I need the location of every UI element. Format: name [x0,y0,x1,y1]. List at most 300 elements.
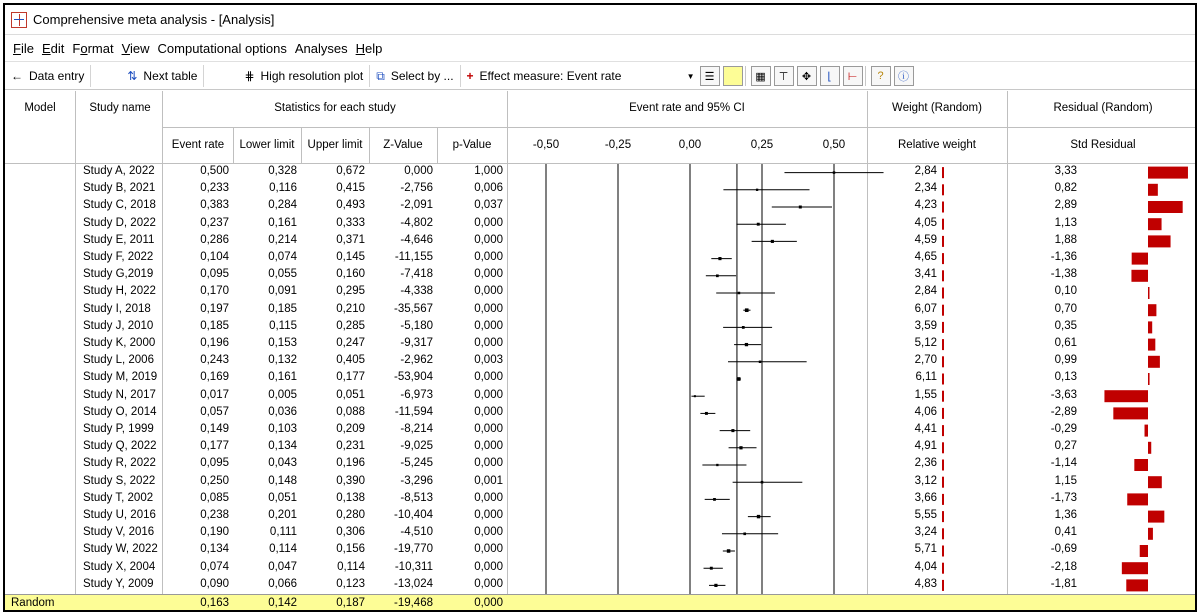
z-value-cell: -5,180 [400,319,433,332]
relative-weight-cell: 3,24 [914,526,937,539]
z-value-cell: -6,973 [400,388,433,401]
next-table-button[interactable] [91,65,204,87]
relative-weight-cell: 4,83 [914,577,937,590]
menu-item[interactable] [352,41,387,56]
event-rate-cell: 0,238 [200,509,229,521]
table-row[interactable] [5,405,1197,422]
move-icon[interactable]: ✥ [797,66,817,86]
event-rate-cell: 0,104 [200,251,229,263]
upper-limit-cell: 0,123 [336,577,365,590]
relative-weight-cell: 3,59 [914,319,937,332]
summary-z-value: -19,468 [393,597,433,609]
upper-limit-cell: 0,493 [336,199,365,212]
lower-limit-cell: 0,111 [269,526,297,539]
relative-weight-cell: 2,36 [914,457,937,470]
upper-limit-cell: 0,405 [336,354,365,367]
z-value-cell: -4,802 [400,216,433,229]
lower-limit-cell: 0,055 [268,268,297,281]
study-name: Study R, 2022 [83,457,156,470]
menu-text: Analyses [294,41,348,56]
relative-weight-cell: 4,91 [914,440,937,453]
high-resolution-plot-button[interactable] [204,65,370,87]
study-name: Study Y, 2009 [83,577,154,590]
p-value-cell: 1,000 [474,165,503,177]
menu-item[interactable] [154,41,291,56]
p-value-cell: 0,000 [474,268,503,281]
std-residual-cell: 0,70 [1054,302,1077,315]
menu-mnemonic: E [41,41,51,56]
table-row[interactable] [5,181,1197,198]
std-residual-cell: 1,15 [1054,474,1077,487]
lower-limit-cell: 0,005 [268,388,297,401]
forest-plot-icon: ⋕ [244,69,255,83]
z-value-cell: -10,404 [393,509,433,521]
table-row[interactable] [5,542,1197,559]
study-name: Study S, 2022 [83,474,156,487]
table-row[interactable] [5,233,1197,250]
summary-upper-limit: 0,187 [336,597,365,609]
lower-limit-cell: 0,114 [269,543,297,556]
std-residual-cell: -1,38 [1050,268,1077,281]
study-name: Study U, 2016 [83,509,156,521]
std-residual-cell: -2,89 [1050,405,1077,418]
upper-limit-cell: 0,295 [336,285,365,298]
std-residual-cell: 0,99 [1054,354,1077,367]
menu-mnemonic: V [121,41,130,56]
p-value-cell: 0,006 [474,182,503,195]
toolbar-separator [865,66,866,86]
study-name: Study E, 2011 [83,233,155,246]
std-residual-cell: -1,14 [1050,457,1077,470]
event-rate-cell: 0,190 [200,526,229,539]
select-icon: ⧉ [376,68,385,83]
std-residual-cell: 0,27 [1054,440,1077,453]
table-row[interactable] [5,456,1197,473]
z-value-cell: -2,962 [400,354,433,367]
table-row[interactable] [5,474,1197,491]
error-bar-icon[interactable]: ⊢ [843,66,863,86]
std-residual-cell: -1,73 [1050,491,1077,504]
select-by-button[interactable] [370,65,460,87]
lower-limit-cell: 0,132 [268,354,297,367]
relative-weight-cell: 3,41 [914,268,937,281]
upper-limit-cell: 0,280 [336,509,365,521]
relative-weight-cell: 4,59 [914,233,937,246]
event-rate-cell: 0,237 [200,216,229,229]
lower-limit-cell: 0,185 [268,302,297,315]
relative-weight-cell: 4,04 [914,560,937,573]
table-row[interactable] [5,216,1197,233]
std-residual-cell: -2,18 [1050,560,1077,573]
p-value-cell: 0,000 [474,285,503,298]
data-entry-label: Data entry [29,69,85,83]
high-res-label: High resolution plot [260,69,364,83]
menu-text: rmat [87,41,114,56]
std-residual-cell: -0,69 [1050,543,1077,556]
p-value-cell: 0,000 [474,577,503,590]
std-residual-cell: 3,33 [1054,165,1077,177]
z-value-cell: -9,317 [400,337,433,349]
lower-limit-cell: 0,051 [268,491,297,504]
table-row[interactable] [5,353,1197,370]
plot-tick-label: 0,25 [750,139,774,151]
p-value-cell: 0,000 [474,457,503,470]
lower-limit-cell: 0,091 [268,285,297,298]
p-value-cell: 0,037 [474,199,503,212]
std-residual-cell: 0,82 [1054,182,1077,195]
upper-limit-cell: 0,390 [336,474,365,487]
relative-weight-cell: 3,66 [914,491,937,504]
relative-weight-cell: 4,23 [914,199,937,212]
z-value-cell: -35,567 [393,302,433,315]
upper-limit-cell: 0,177 [336,371,365,384]
p-value-cell: 0,000 [474,526,503,539]
summary-row[interactable] [5,594,1197,612]
lower-limit-cell: 0,148 [268,474,297,487]
event-rate-cell: 0,134 [200,543,229,556]
std-residual-cell: 0,61 [1054,337,1077,349]
lower-limit-cell: 0,066 [268,577,297,590]
study-name: Study C, 2018 [83,199,156,212]
event-rate-cell: 0,090 [200,577,229,590]
lower-limit-cell: 0,214 [268,233,297,246]
study-name: Study X, 2004 [83,560,156,573]
menu-mnemonic: F [13,41,21,56]
event-rate-cell: 0,170 [200,285,229,298]
study-name: Study P, 1999 [83,423,154,435]
info-icon[interactable]: ⓘ [894,66,914,86]
event-rate-cell: 0,177 [200,440,229,453]
event-rate-cell: 0,149 [200,423,229,435]
table-row[interactable] [5,439,1197,456]
upper-limit-cell: 0,371 [336,233,365,246]
std-residual-cell: 1,88 [1054,233,1077,246]
summary-lower-limit: 0,142 [268,597,297,609]
event-rate-cell: 0,233 [200,182,229,195]
event-rate-cell: 0,085 [200,491,229,504]
menu-item[interactable] [118,41,154,56]
z-value-cell: -4,646 [400,233,433,246]
z-value-cell: -8,214 [400,423,433,435]
study-name: Study O, 2014 [83,405,157,418]
relative-weight-cell: 2,34 [914,182,937,195]
std-residual-cell: 0,13 [1054,371,1077,384]
menu-mnemonic: H [355,41,366,56]
menu-text: elp [365,41,383,56]
window-title: Comprehensive meta analysis - [Analysis] [33,12,275,27]
p-value-cell: 0,000 [474,423,503,435]
menu-item[interactable] [291,41,352,56]
upper-limit-cell: 0,156 [336,543,365,556]
menu-text: ile [20,41,34,56]
p-value-cell: 0,000 [474,337,503,349]
table-row[interactable] [5,491,1197,508]
data-entry-button[interactable] [5,65,91,87]
relative-weight-header: Relative weight [898,139,976,151]
relative-weight-cell: 4,05 [914,216,937,229]
relative-weight-cell: 5,12 [914,337,937,349]
menu-text: iew [130,41,150,56]
summary-model: Random [11,597,55,609]
relative-weight-cell: 1,55 [914,388,937,401]
lower-limit-cell: 0,134 [268,440,297,453]
toolbar-separator [745,66,746,86]
event-rate-cell: 0,057 [200,405,229,418]
study-name: Study B, 2021 [83,182,156,195]
study-name: Study I, 2018 [83,302,151,315]
p-value-cell: 0,003 [474,354,503,367]
table-view-icon[interactable]: ☰ [700,66,720,86]
event-rate-cell: 0,095 [200,457,229,470]
upper-limit-cell: 0,088 [336,405,365,418]
std-residual-cell: -1,36 [1050,251,1077,263]
upper-limit-cell: 0,196 [336,457,365,470]
z-value-cell: -5,245 [400,457,433,470]
table-row[interactable] [5,560,1197,577]
relative-weight-cell: 6,11 [915,371,937,384]
table-row[interactable] [5,284,1197,301]
lower-limit-cell: 0,284 [268,199,297,212]
p-value-cell: 0,000 [474,543,503,556]
event-rate-cell: 0,243 [200,354,229,367]
plot-tick-label: 0,50 [822,139,846,151]
event-rate-cell: 0,197 [200,302,229,315]
relative-weight-cell: 2,84 [914,285,937,298]
left-align-icon[interactable]: ⌊ [820,66,840,86]
study-name: Study N, 2017 [83,388,156,401]
p-value-cell: 0,000 [474,440,503,453]
z-value-cell: -19,770 [393,543,433,556]
upper-limit-cell: 0,231 [336,440,365,453]
upper-limit-cell: 0,306 [336,526,365,539]
split-icon[interactable]: ⊤ [774,66,794,86]
upper-limit-cell: 0,138 [336,491,365,504]
table-row[interactable] [5,336,1197,353]
z-value-cell: -3,296 [400,474,433,487]
menu-item[interactable] [9,41,38,56]
next-table-icon: ⇅ [127,69,138,83]
z-value-cell: -7,418 [400,268,433,281]
relative-weight-cell: 5,71 [914,543,937,556]
std-residual-cell: 0,10 [1054,285,1077,298]
event-rate-cell: 0,074 [200,560,229,573]
weight-group-header: Weight (Random) [892,102,982,114]
table-row[interactable] [5,250,1197,267]
study-name: Study W, 2022 [83,543,158,556]
p-value-cell: 0,000 [474,371,503,384]
plot-tick-label: -0,25 [604,139,632,151]
p-value-cell: 0,000 [474,233,503,246]
help-pointer-icon[interactable]: ? [871,66,891,86]
study-name: Study H, 2022 [83,285,156,298]
study-name: Study V, 2016 [83,526,155,539]
study-name: Study L, 2006 [83,354,154,367]
p-value-cell: 0,001 [474,474,503,487]
highlight-icon[interactable] [723,66,743,86]
menu-item[interactable] [38,41,68,56]
title-bar [5,5,1195,35]
p-value-cell: 0,000 [474,405,503,418]
p-value-header: p-Value [452,139,492,151]
chevron-down-icon: ▼ [686,72,695,81]
relative-weight-cell: 3,12 [914,474,937,487]
lower-limit-cell: 0,103 [268,423,297,435]
upper-limit-cell: 0,333 [336,216,365,229]
study-name: Study M, 2019 [83,371,158,384]
relative-weight-cell: 2,70 [914,354,937,367]
p-value-cell: 0,000 [474,388,503,401]
lower-limit-cell: 0,161 [268,216,297,229]
std-residual-header: Std Residual [1070,139,1136,151]
std-residual-cell: 0,35 [1054,319,1077,332]
std-residual-cell: 0,41 [1054,526,1077,539]
lower-limit-cell: 0,047 [268,560,297,573]
residual-group-header: Residual (Random) [1053,102,1153,114]
study-name: Study Q, 2022 [83,440,157,453]
event-rate-cell: 0,250 [200,474,229,487]
lower-limit-header: Lower limit [239,139,295,151]
lower-limit-cell: 0,036 [268,405,297,418]
lower-limit-cell: 0,201 [268,509,297,521]
upper-limit-cell: 0,285 [336,319,365,332]
lower-limit-cell: 0,116 [269,182,297,195]
lower-limit-cell: 0,074 [268,251,297,263]
z-value-cell: -11,594 [394,405,433,418]
relative-weight-cell: 6,07 [914,302,937,315]
lower-limit-cell: 0,161 [268,371,297,384]
z-value-cell: -10,311 [394,560,433,573]
effect-measure-dropdown[interactable] [461,65,697,87]
effect-measure-label: Effect measure: Event rate [479,69,622,83]
select-by-label: Select by ... [390,69,454,83]
menu-text: dit [50,41,65,56]
std-residual-cell: 2,89 [1054,199,1077,212]
study-name: Study A, 2022 [83,165,155,177]
upper-limit-cell: 0,145 [336,251,365,263]
app-icon [11,12,27,28]
upper-limit-cell: 0,210 [336,302,365,315]
lower-limit-cell: 0,328 [268,165,297,177]
table-row[interactable] [5,525,1197,542]
std-residual-cell: -1,81 [1050,577,1077,590]
upper-limit-cell: 0,247 [336,337,365,349]
study-name: Study T, 2002 [83,491,154,504]
table-row[interactable] [5,302,1197,319]
menu-text: F [72,41,81,56]
event-rate-cell: 0,185 [200,319,229,332]
z-value-cell: 0,000 [404,165,433,177]
menu-item[interactable] [68,41,117,56]
z-value-cell: -8,513 [400,491,433,504]
table-row[interactable] [5,577,1197,594]
study-name: Study G,2019 [83,268,154,281]
next-table-label: Next table [143,69,198,83]
p-value-cell: 0,000 [474,319,503,332]
plot-group-header: Event rate and 95% CI [629,102,745,114]
table-row[interactable] [5,370,1197,387]
upper-limit-cell: 0,672 [336,165,365,177]
p-value-cell: 0,000 [474,491,503,504]
p-value-cell: 0,000 [474,216,503,229]
std-residual-cell: -3,63 [1050,388,1077,401]
columns-icon[interactable]: ▦ [751,66,771,86]
menu-bar [5,36,1195,62]
relative-weight-cell: 2,84 [914,165,937,177]
p-value-cell: 0,000 [474,302,503,315]
analysis-table [5,91,1197,612]
arrow-left-icon: ← [11,69,23,83]
z-value-cell: -4,510 [400,526,433,539]
app-window [3,3,1197,612]
menu-text: Computational options [157,41,287,56]
study-name: Study K, 2000 [83,337,156,349]
summary-p-value: 0,000 [474,597,503,609]
table-row[interactable] [5,508,1197,525]
p-value-cell: 0,000 [474,251,503,263]
z-value-cell: -13,024 [393,577,433,590]
table-row[interactable] [5,422,1197,439]
p-value-cell: 0,000 [474,509,503,521]
event-rate-cell: 0,383 [200,199,229,212]
upper-limit-cell: 0,114 [337,560,365,573]
study-name-header: Study name [89,102,151,114]
z-value-cell: -9,025 [400,440,433,453]
statistics-group-header: Statistics for each study [274,102,396,114]
plot-tick-label: 0,00 [678,139,702,151]
table-row[interactable] [5,319,1197,336]
relative-weight-cell: 4,65 [914,251,937,263]
study-name: Study J, 2010 [83,319,154,332]
p-value-cell: 0,000 [474,560,503,573]
table-row[interactable] [5,267,1197,284]
study-name: Study F, 2022 [83,251,154,263]
upper-limit-header: Upper limit [307,139,363,151]
std-residual-cell: -0,29 [1050,423,1077,435]
event-rate-header: Event rate [171,139,225,151]
table-row[interactable] [5,164,1197,181]
menu-mnemonic: o [80,41,88,56]
summary-event-rate: 0,163 [200,597,229,609]
table-row[interactable] [5,388,1197,405]
relative-weight-cell: 4,41 [914,423,937,435]
z-value-cell: -2,091 [400,199,433,212]
z-value-cell: -4,338 [400,285,433,298]
upper-limit-cell: 0,160 [336,268,365,281]
model-header: Model [24,102,56,114]
upper-limit-cell: 0,051 [336,388,365,401]
event-rate-cell: 0,169 [200,371,229,384]
lower-limit-cell: 0,153 [268,337,297,349]
plus-icon: + [466,69,474,83]
toolbar [5,63,1195,90]
std-residual-cell: 1,36 [1054,509,1077,521]
upper-limit-cell: 0,209 [336,423,365,435]
relative-weight-cell: 5,55 [914,509,937,521]
relative-weight-cell: 4,06 [914,405,937,418]
lower-limit-cell: 0,043 [268,457,297,470]
event-rate-cell: 0,095 [200,268,229,281]
upper-limit-cell: 0,415 [336,182,365,195]
z-value-cell: -11,155 [394,251,433,263]
z-value-cell: -53,904 [393,371,433,384]
table-row[interactable] [5,198,1197,215]
event-rate-cell: 0,500 [200,165,229,177]
event-rate-cell: 0,017 [200,388,229,401]
std-residual-cell: 1,13 [1054,216,1077,229]
study-name: Study D, 2022 [83,216,156,229]
lower-limit-cell: 0,115 [269,319,297,332]
z-value-header: Z-Value [383,139,423,151]
